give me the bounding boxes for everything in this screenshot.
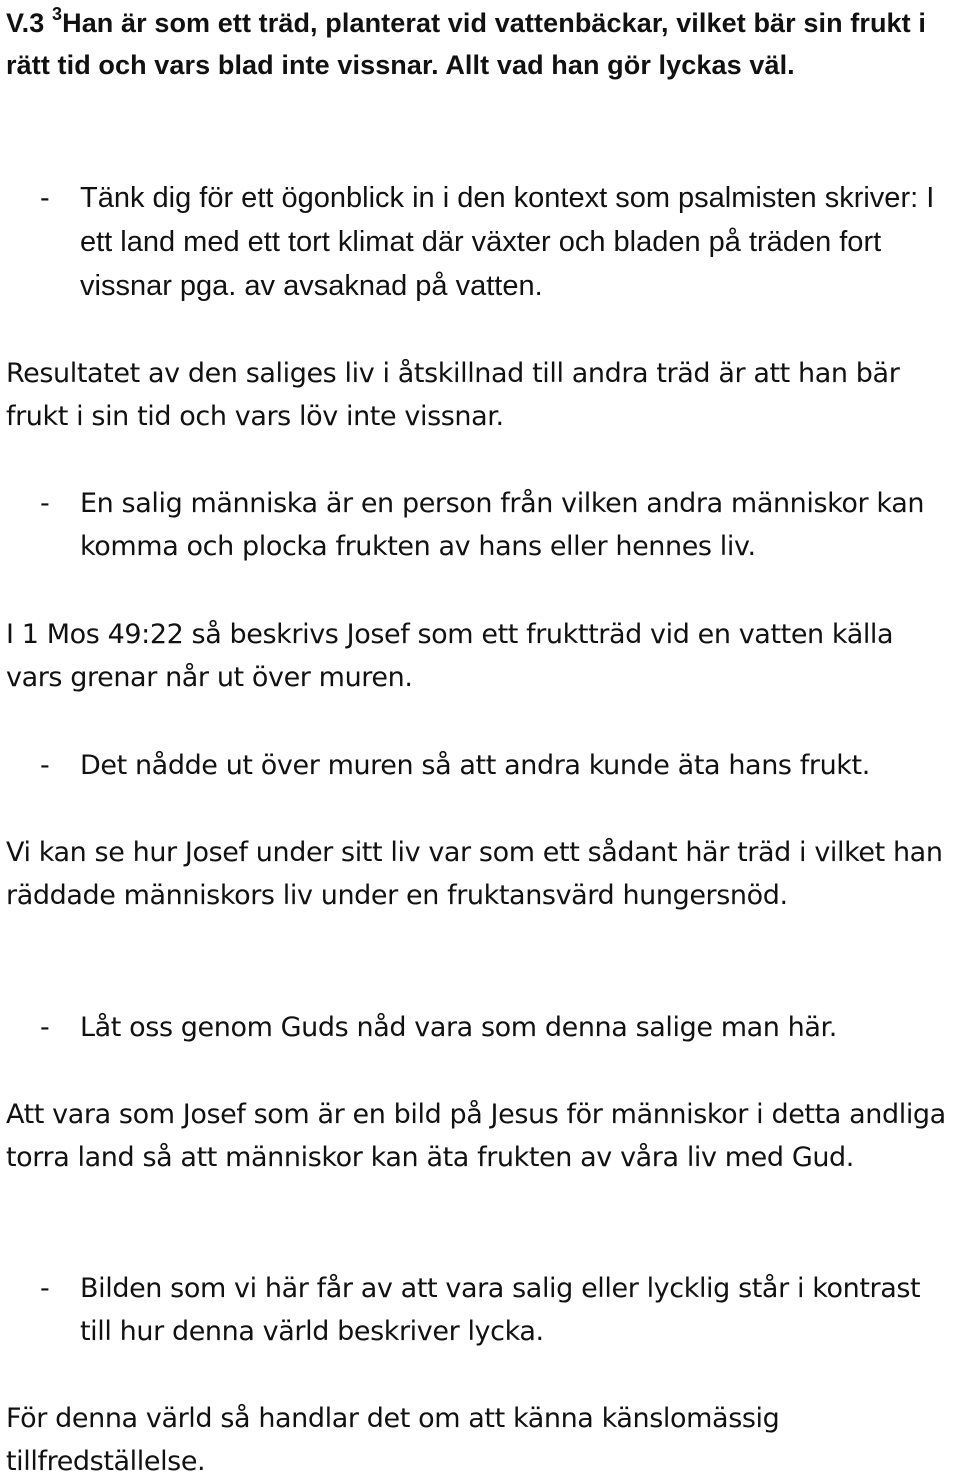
bullet-text-4: Låt oss genom Guds nåd vara som denna salige man här.	[80, 1012, 837, 1043]
bullet-dash: -	[40, 1273, 50, 1304]
bullet-dash: -	[40, 182, 50, 214]
bullet-text-2: En salig människa är en person från vilken andra människor kan komma och plocka frukten av hans eller hennes liv.	[80, 488, 925, 562]
paragraph-2: I 1 Mos 49:22 så beskrivs Josef som ett fruktträd vid en vatten källa vars grenar når ut över muren.	[6, 619, 894, 693]
bullet-text-1: Tänk dig för ett ögonblick in i den kontext som psalmisten skriver: I ett land med ett tort klimat där växter och bladen på träden fort vissnar pga. av avsaknad på vatten.	[80, 182, 935, 302]
bullet-text-5: Bilden som vi här får av att vara salig eller lycklig står i kontrast till hur denna värld beskriver lycka.	[80, 1273, 921, 1347]
verse-number: 3	[51, 4, 63, 24]
paragraph-5: För denna värld så handlar det om att känna känslomässig tillfredställelse.	[6, 1403, 780, 1477]
verse-label: V.3	[6, 8, 45, 38]
paragraph-4: Att vara som Josef som är en bild på Jesus för människor i detta andliga torra land så att människor kan äta frukten av våra liv med Gud.	[6, 1099, 946, 1173]
bullet-item-5	[6, 1267, 946, 1353]
bullet-dash: -	[40, 750, 50, 781]
bullet-item-1	[6, 176, 946, 308]
bullet-text-3: Det nådde ut över muren så att andra kunde äta hans frukt.	[80, 750, 870, 781]
bullet-dash: -	[40, 1012, 50, 1043]
bullet-item-3	[6, 744, 946, 787]
verse-text: Han är som ett träd, planterat vid vattenbäckar, vilket bär sin frukt i rätt tid och vars blad inte vissnar. Allt vad han gör lyckas väl.	[6, 8, 926, 80]
bullet-item-2	[6, 482, 946, 568]
verse-heading	[6, 2, 946, 86]
paragraph-1: Resultatet av den saliges liv i åtskillnad till andra träd är att han bär frukt i sin tid och vars löv inte vissnar.	[6, 358, 900, 432]
bullet-dash: -	[40, 488, 50, 519]
bullet-item-4	[6, 1006, 946, 1049]
paragraph-3: Vi kan se hur Josef under sitt liv var som ett sådant här träd i vilket han räddade människors liv under en fruktansvärd hungersnöd.	[6, 837, 943, 911]
